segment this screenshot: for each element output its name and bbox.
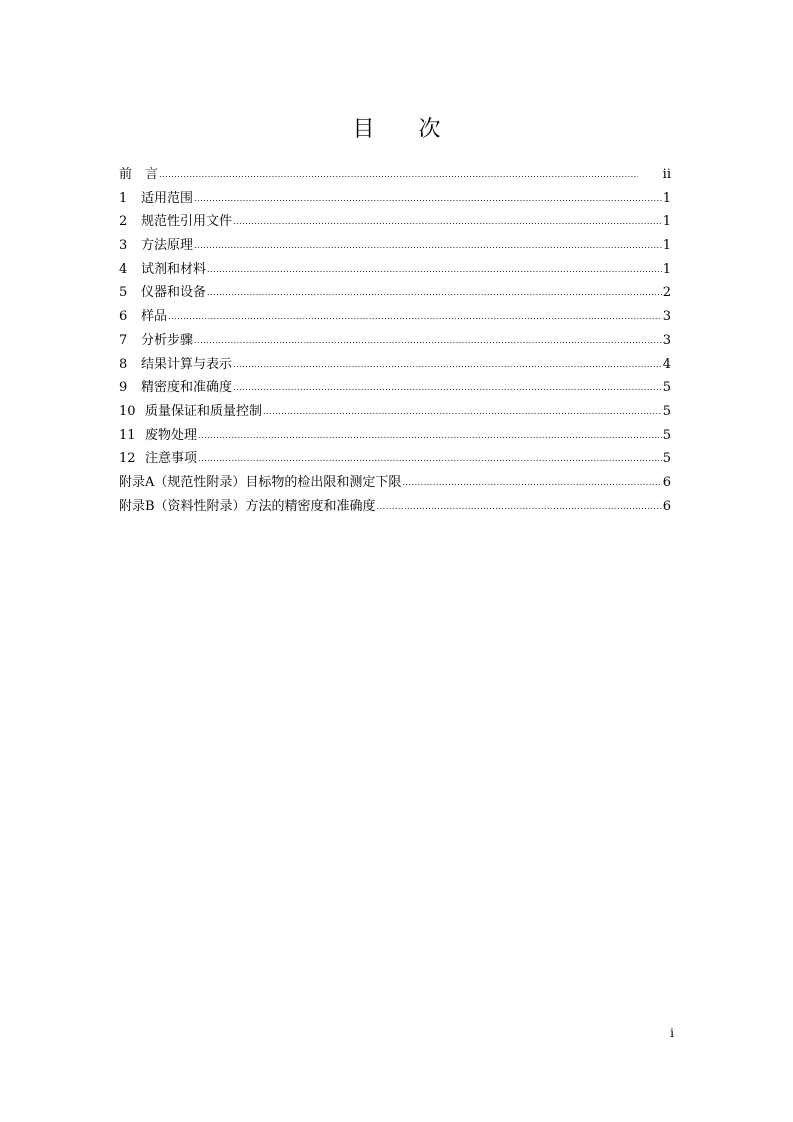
toc-entry-foreword[interactable] bbox=[119, 163, 671, 187]
toc-entry-label: 分析步骤 bbox=[141, 332, 194, 348]
toc-entry-label: 试剂和材料 bbox=[141, 261, 207, 277]
toc-entry-11[interactable] bbox=[119, 424, 671, 448]
toc-leader-dots bbox=[159, 163, 638, 187]
toc-entry-page: 3 bbox=[662, 332, 671, 348]
toc-leader-dots bbox=[198, 447, 662, 471]
toc-entry-4[interactable] bbox=[119, 258, 671, 282]
toc-entry-number: 1 bbox=[119, 190, 128, 206]
toc-leader-dots bbox=[194, 187, 662, 211]
toc-entry-label: 质量保证和质量控制 bbox=[145, 403, 263, 419]
toc-leader-dots bbox=[233, 210, 662, 234]
toc-entry-label: 方法原理 bbox=[141, 238, 194, 254]
toc-entry-page: 2 bbox=[662, 285, 671, 301]
toc-leader-dots bbox=[377, 495, 662, 519]
toc-entry-5[interactable] bbox=[119, 281, 671, 305]
table-of-contents bbox=[119, 163, 671, 518]
toc-entry-page: 6 bbox=[662, 498, 671, 514]
page-title-part2: 次 bbox=[418, 117, 441, 142]
toc-entry-page: ii bbox=[662, 167, 671, 182]
toc-entry-page: 1 bbox=[662, 214, 671, 230]
toc-entry-appendix-a[interactable] bbox=[119, 471, 671, 495]
toc-entry-label: 注意事项 bbox=[145, 451, 198, 467]
toc-leader-dots bbox=[194, 234, 662, 258]
page-title bbox=[0, 112, 793, 143]
toc-entry-label: 附录A（规范性附录）目标物的检出限和测定下限 bbox=[119, 474, 402, 490]
toc-entry-label: 适用范围 bbox=[141, 190, 194, 206]
toc-entry-page: 1 bbox=[662, 238, 671, 254]
toc-entry-number: 11 bbox=[119, 427, 136, 443]
toc-leader-dots bbox=[402, 471, 661, 495]
toc-entry-page: 6 bbox=[662, 474, 671, 490]
toc-entry-number: 3 bbox=[119, 238, 128, 254]
page-number: i bbox=[670, 1026, 674, 1040]
toc-entry-number: 4 bbox=[119, 261, 128, 277]
toc-entry-page: 3 bbox=[662, 309, 671, 325]
toc-entry-9[interactable] bbox=[119, 376, 671, 400]
toc-entry-page: 1 bbox=[662, 261, 671, 277]
toc-entry-label: 规范性引用文件 bbox=[141, 214, 233, 230]
toc-entry-label: 结果计算与表示 bbox=[141, 356, 233, 372]
toc-entry-1[interactable] bbox=[119, 187, 671, 211]
toc-entry-6[interactable] bbox=[119, 305, 671, 329]
toc-entry-page: 5 bbox=[662, 451, 671, 467]
toc-entry-12[interactable] bbox=[119, 447, 671, 471]
toc-entry-page: 1 bbox=[662, 190, 671, 206]
toc-leader-dots bbox=[263, 400, 662, 424]
toc-leader-dots bbox=[207, 281, 662, 305]
toc-entry-label: 样品 bbox=[141, 309, 168, 325]
toc-entry-label: 前 言 bbox=[119, 167, 159, 182]
toc-leader-dots bbox=[168, 305, 662, 329]
toc-entry-number: 2 bbox=[119, 214, 128, 230]
toc-entry-number: 10 bbox=[119, 403, 136, 419]
page-title-part1: 目 bbox=[352, 117, 375, 142]
toc-entry-page: 5 bbox=[662, 427, 671, 443]
toc-leader-dots bbox=[198, 424, 662, 448]
toc-entry-7[interactable] bbox=[119, 329, 671, 353]
toc-entry-8[interactable] bbox=[119, 353, 671, 377]
toc-entry-number: 9 bbox=[119, 380, 128, 396]
toc-entry-number: 8 bbox=[119, 356, 128, 372]
toc-entry-page: 4 bbox=[662, 356, 671, 372]
toc-entry-3[interactable] bbox=[119, 234, 671, 258]
toc-entry-page: 5 bbox=[662, 403, 671, 419]
toc-entry-appendix-b[interactable] bbox=[119, 495, 671, 519]
toc-entry-label: 仪器和设备 bbox=[141, 285, 207, 301]
toc-entry-label: 废物处理 bbox=[145, 427, 198, 443]
toc-entry-2[interactable] bbox=[119, 210, 671, 234]
toc-entry-label: 附录B（资料性附录）方法的精密度和准确度 bbox=[119, 498, 376, 514]
toc-leader-dots bbox=[194, 329, 662, 353]
toc-entry-number: 5 bbox=[119, 285, 128, 301]
toc-entry-number: 12 bbox=[119, 451, 136, 467]
toc-leader-dots bbox=[207, 258, 662, 282]
toc-entry-number: 7 bbox=[119, 332, 128, 348]
toc-leader-dots bbox=[233, 376, 662, 400]
toc-entry-page: 5 bbox=[662, 380, 671, 396]
toc-entry-label: 精密度和准确度 bbox=[141, 380, 233, 396]
toc-entry-number: 6 bbox=[119, 309, 128, 325]
toc-entry-10[interactable] bbox=[119, 400, 671, 424]
toc-leader-dots bbox=[233, 353, 662, 377]
